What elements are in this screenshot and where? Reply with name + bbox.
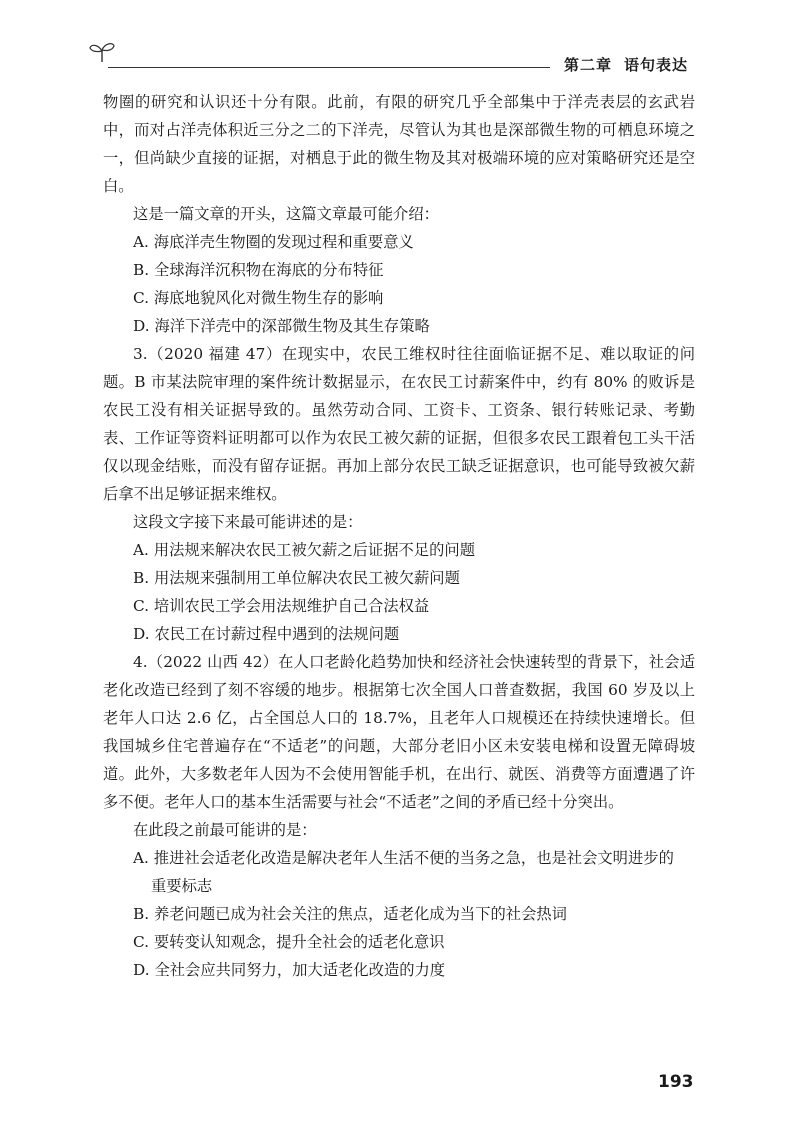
option-a: A. 海底洋壳生物圈的发现过程和重要意义 — [133, 233, 414, 251]
option-b: B. 养老问题已成为社会关注的焦点，适老化成为当下的社会热词 — [133, 905, 567, 923]
option-d: D. 海洋下洋壳中的深部微生物及其生存策略 — [133, 317, 430, 335]
option-a-line2: 重要标志 — [151, 877, 213, 895]
question-3-stem: 这段文字接下来最可能讲述的是： — [133, 513, 363, 531]
option-c: C. 海底地貌风化对微生物生存的影响 — [133, 289, 384, 307]
question-2-stem: 这是一篇文章的开头，这篇文章最可能介绍： — [133, 205, 439, 223]
chapter-number: 第二章 — [564, 56, 613, 74]
page-body — [103, 88, 695, 984]
question-3-text: 3.（2020 福建 47）在现实中，农民工维权时往往面临证据不足、难以取证的问题。B 市某法院审理的案件统计数据显示，在农民工讨薪案件中，约有 80% 的败诉是农民工没有相关证据导致的。虽然劳动合同、工资卡、工资条、银行转账记录、考勤表、工作证等资料证明都可以作为农民工被欠薪的证据，但很多农民工跟着包工头干活仅以现金结账，而没有留存证据。再加上部分农民工缺乏证据意识，也可能导致被欠薪后拿不出足够证据来维权。 — [103, 345, 695, 503]
section-title: 语句表达 — [624, 56, 689, 74]
option-d: D. 全社会应共同努力，加大适老化改造的力度 — [133, 961, 446, 979]
option-b: B. 用法规来强制用工单位解决农民工被欠薪问题 — [133, 569, 460, 587]
paragraph-continued: 物圈的研究和认识还十分有限。此前，有限的研究几乎全部集中于洋壳表层的玄武岩中，而对占洋壳体积近三分之二的下洋壳，尽管认为其也是深部微生物的可栖息环境之一，但尚缺少直接的证据，对栖息于此的微生物及其对极端环境的应对策略研究还是空白。 — [103, 93, 695, 195]
page-number: 193 — [658, 1072, 694, 1092]
page-header — [88, 38, 800, 78]
option-c: C. 培训农民工学会用法规维护自己合法权益 — [133, 597, 430, 615]
option-a: A. 用法规来解决农民工被欠薪之后证据不足的问题 — [133, 541, 476, 559]
option-b: B. 全球海洋沉积物在海底的分布特征 — [133, 261, 384, 279]
chapter-title — [564, 54, 700, 75]
question-4-text: 4.（2022 山西 42）在人口老龄化趋势加快和经济社会快速转型的背景下，社会适老化改造已经到了刻不容缓的地步。根据第七次全国人口普查数据，我国 60 岁及以上老年人口达 2.6 亿，占全国总人口的 18.7%，且老年人口规模还在持续快速增长。但我国城乡住宅普遍存在“不适老”的问题，大部分老旧小区未安装电梯和设置无障碍坡道。此外，大多数老年人因为不会使用智能手机，在出行、就医、消费等方面遭遇了许多不便。老年人口的基本生活需要与社会“不适老”之间的矛盾已经十分突出。 — [103, 653, 695, 811]
option-a — [103, 844, 695, 900]
header-rule-left — [108, 67, 550, 68]
option-a-line1: A. 推进社会适老化改造是解决老年人生活不便的当务之急，也是社会文明进步的 — [133, 849, 674, 867]
sprout-icon — [88, 40, 116, 64]
option-c: C. 要转变认知观念，提升全社会的适老化意识 — [133, 933, 445, 951]
option-d: D. 农民工在讨薪过程中遇到的法规问题 — [133, 625, 400, 643]
question-4-stem: 在此段之前最可能讲的是： — [133, 821, 317, 839]
